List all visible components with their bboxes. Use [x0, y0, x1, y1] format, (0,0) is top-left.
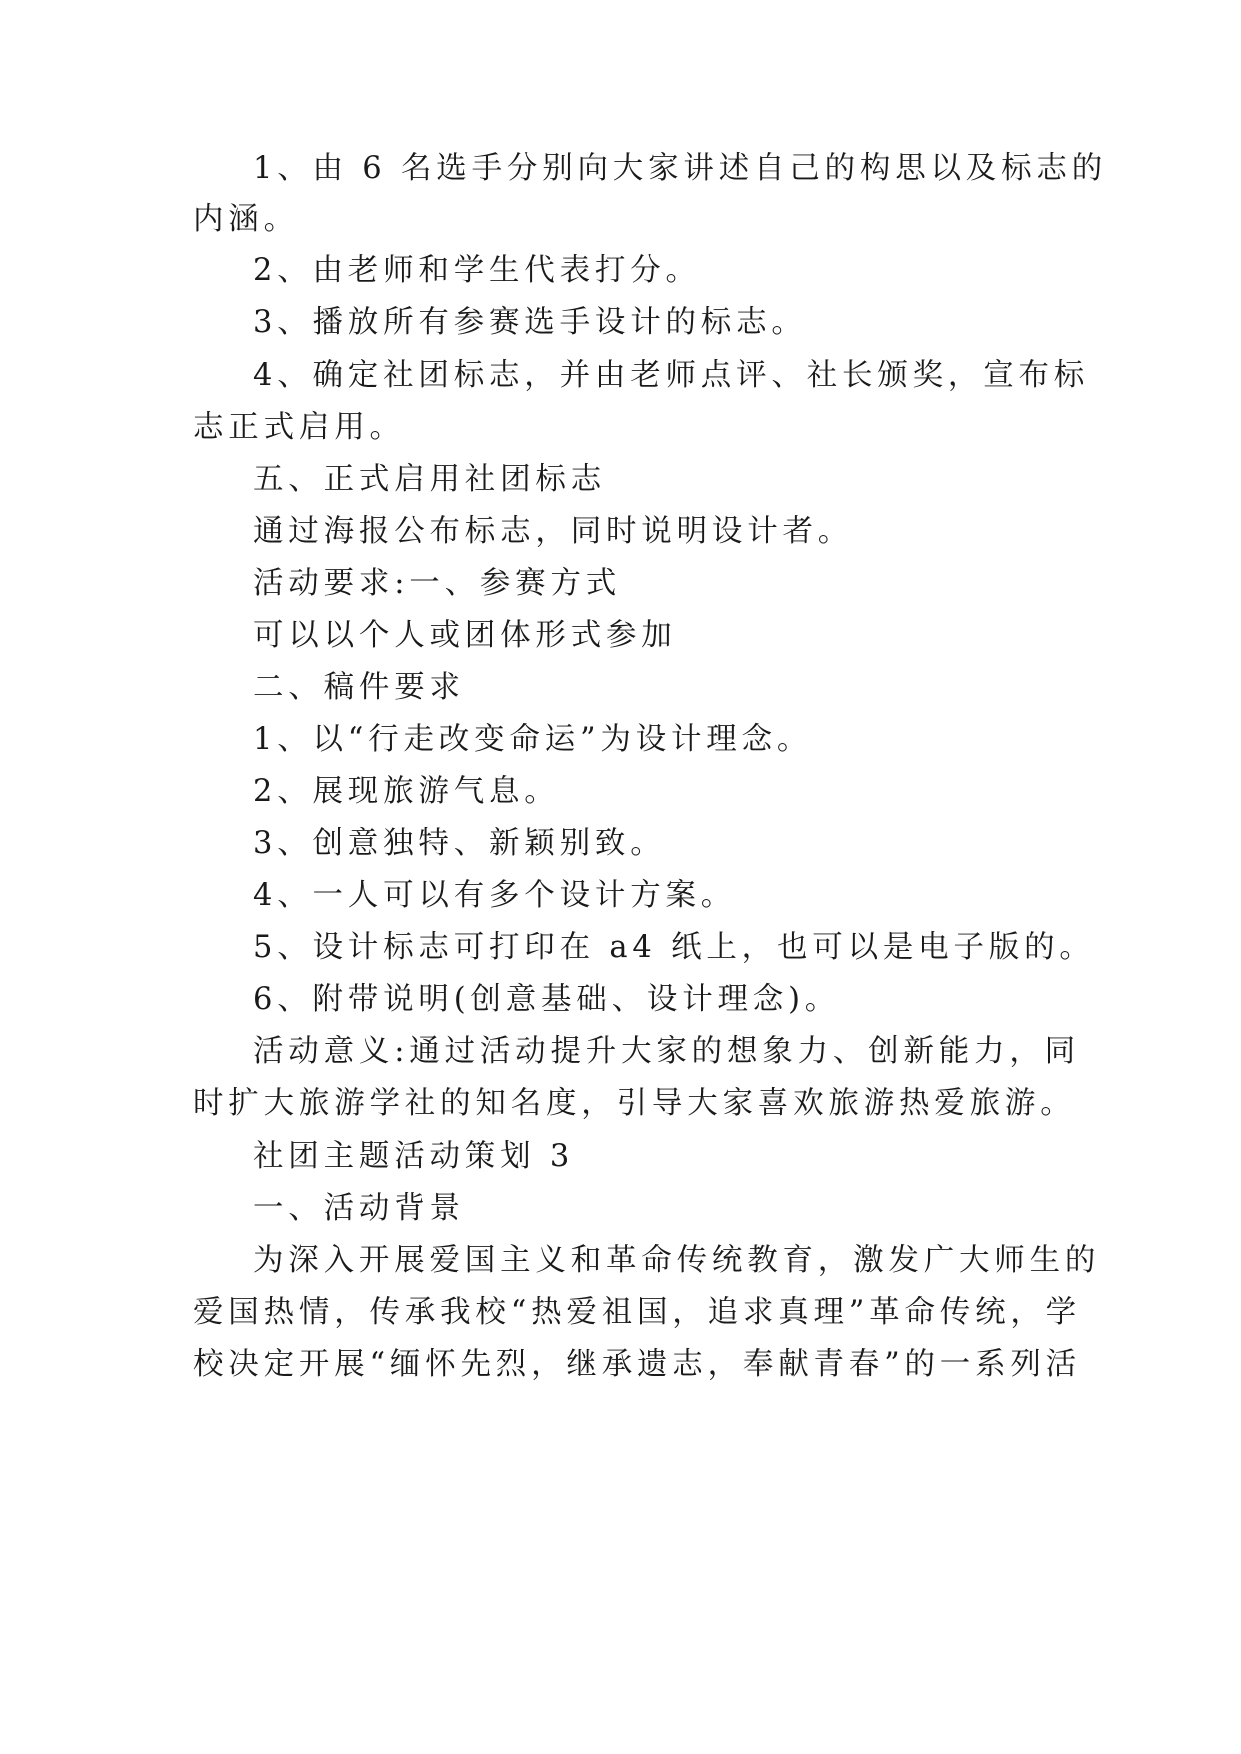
section-heading: 五、正式启用社团标志 [253, 462, 606, 497]
paragraph-line: 通过海报公布标志，同时说明设计者。 [253, 514, 854, 549]
paragraph-line: 1、以“行走改变命运”为设计理念。 [253, 722, 813, 757]
paragraph-line: 活动意义:通过活动提升大家的想象力、创新能力，同 [253, 1034, 1080, 1069]
paragraph-line: 4、确定社团标志，并由老师点评、社长颁奖，宣布标 [253, 358, 1090, 393]
paragraph-line: 2、由老师和学生代表打分。 [253, 253, 701, 288]
section-heading: 二、稿件要求 [253, 670, 465, 705]
paragraph-line: 活动要求:一、参赛方式 [253, 566, 622, 601]
section-heading: 一、活动背景 [253, 1191, 465, 1226]
paragraph-line: 3、创意独特、新颖别致。 [253, 826, 666, 861]
paragraph-line: 为深入开展爱国主义和革命传统教育，激发广大师生的 [253, 1243, 1101, 1278]
paragraph-line: 志正式启用。 [193, 410, 405, 445]
paragraph-line: 爱国热情，传承我校“热爱祖国，追求真理”革命传统，学 [193, 1295, 1081, 1330]
paragraph-line: 内涵。 [193, 202, 299, 237]
paragraph-line: 校决定开展“缅怀先烈，继承遗志，奉献青春”的一系列活 [193, 1347, 1081, 1382]
paragraph-line: 3、播放所有参赛选手设计的标志。 [253, 305, 807, 340]
paragraph-line: 1、由 6 名选手分别向大家讲述自己的构思以及标志的 [253, 151, 1107, 186]
paragraph-line: 时扩大旅游学社的知名度，引导大家喜欢旅游热爱旅游。 [193, 1086, 1076, 1121]
paragraph-line: 可以以个人或团体形式参加 [253, 618, 677, 653]
paragraph-line: 5、设计标志可打印在 a4 纸上，也可以是电子版的。 [253, 930, 1095, 965]
section-title: 社团主题活动策划 3 [253, 1139, 575, 1174]
paragraph-line: 6、附带说明(创意基础、设计理念)。 [253, 982, 841, 1017]
paragraph-line: 2、展现旅游气息。 [253, 774, 560, 809]
paragraph-line: 4、一人可以有多个设计方案。 [253, 878, 737, 913]
